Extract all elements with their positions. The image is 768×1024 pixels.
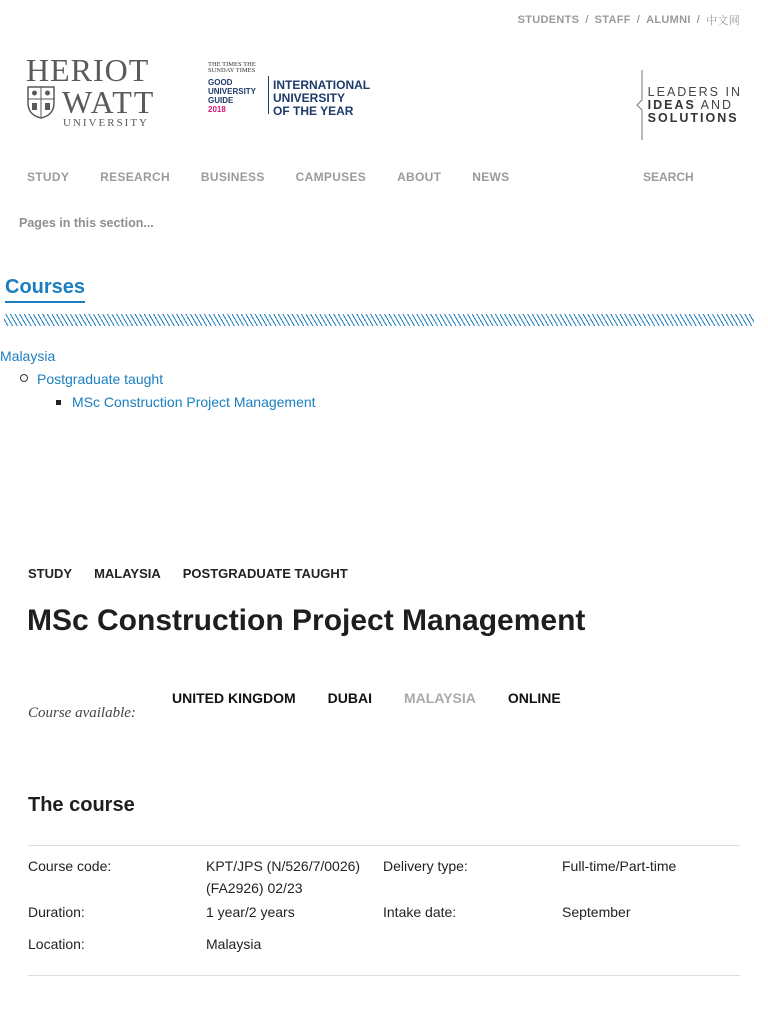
campus-malaysia[interactable]: MALAYSIA [404, 690, 476, 706]
tagline-line-1: LEADERS IN [647, 84, 742, 99]
tree-item-postgraduate[interactable]: Postgraduate taught [37, 371, 164, 387]
nav-study[interactable]: STUDY [27, 170, 70, 184]
separator: / [585, 14, 589, 26]
section-pages-toggle[interactable]: Pages in this section... [19, 216, 154, 230]
courses-link[interactable]: Courses [5, 276, 85, 303]
course-code-value: KPT/JPS (N/526/7/0026) (FA2926) 02/23 [206, 858, 361, 896]
breadcrumb-malaysia[interactable]: MALAYSIA [94, 566, 161, 581]
tagline-ideas: IDEAS [647, 97, 696, 112]
brace-icon [636, 70, 644, 140]
students-link[interactable]: STUDENTS [517, 14, 580, 26]
separator: / [636, 14, 641, 26]
tagline-and: AND [695, 97, 734, 112]
award-guide-3: GUIDE [208, 96, 234, 105]
award-badge [208, 62, 370, 118]
search-link[interactable]: SEARCH [643, 170, 694, 184]
course-code-label: Course code: [28, 858, 112, 874]
logo-line-watt: WATT [62, 84, 156, 120]
delivery-type-label: Delivery type: [383, 858, 468, 874]
nav-campuses[interactable]: CAMPUSES [295, 170, 367, 184]
page-title: MSc Construction Project Management [27, 604, 586, 637]
hatch-divider [4, 314, 754, 326]
award-title-2: UNIVERSITY [273, 91, 346, 105]
details-row [28, 901, 740, 933]
campus-online[interactable]: ONLINE [507, 690, 561, 706]
award-divider [268, 76, 269, 114]
campus-uk[interactable]: UNITED KINGDOM [172, 690, 296, 706]
nav-news[interactable]: NEWS [472, 170, 510, 184]
availability-label: Course available: [28, 705, 136, 721]
crest-icon [26, 85, 56, 119]
intake-date-label: Intake date: [383, 904, 457, 920]
breadcrumb-study[interactable]: STUDY [28, 566, 73, 581]
main-nav [27, 170, 540, 184]
award-title-1: INTERNATIONAL [273, 78, 371, 92]
staff-link[interactable]: STAFF [594, 14, 631, 26]
circle-bullet-icon [20, 374, 28, 382]
breadcrumb [28, 566, 370, 581]
duration-label: Duration: [28, 904, 85, 920]
intake-date-value: September [562, 904, 631, 920]
campus-switcher [172, 690, 593, 706]
nav-about[interactable]: ABOUT [397, 170, 442, 184]
separator: / [696, 14, 701, 26]
tree-item-course[interactable]: MSc Construction Project Management [72, 394, 316, 410]
logo-line-university: UNIVERSITY [63, 117, 149, 129]
campus-dubai[interactable]: DUBAI [327, 690, 373, 706]
tagline-line-3: SOLUTIONS [647, 110, 739, 125]
duration-value: 1 year/2 years [206, 904, 295, 920]
logo-line-heriot: HERIOT [26, 52, 150, 88]
section-heading: The course [28, 794, 135, 816]
nav-business[interactable]: BUSINESS [200, 170, 265, 184]
award-source: THE TIMES THE SUNDAY TIMES [208, 61, 256, 74]
award-guide-1: GOOD [208, 78, 233, 87]
university-logo[interactable] [26, 52, 158, 129]
utility-nav [518, 12, 740, 28]
tree-item-malaysia[interactable]: Malaysia [0, 348, 56, 364]
delivery-type-value: Full-time/Part-time [562, 858, 677, 874]
location-label: Location: [28, 936, 85, 952]
tagline [636, 70, 742, 140]
chinese-site-link[interactable]: 中文网 [706, 15, 740, 27]
award-year: 2018 [208, 105, 226, 114]
award-guide-2: UNIVERSITY [208, 87, 257, 96]
square-bullet-icon [56, 400, 61, 405]
breadcrumb-postgraduate[interactable]: POSTGRADUATE TAUGHT [182, 566, 348, 581]
details-row [28, 933, 740, 975]
alumni-link[interactable]: ALUMNI [646, 14, 691, 26]
award-title-3: OF THE YEAR [273, 104, 354, 118]
course-details [28, 845, 740, 976]
location-value: Malaysia [206, 936, 262, 952]
nav-research[interactable]: RESEARCH [100, 170, 170, 184]
